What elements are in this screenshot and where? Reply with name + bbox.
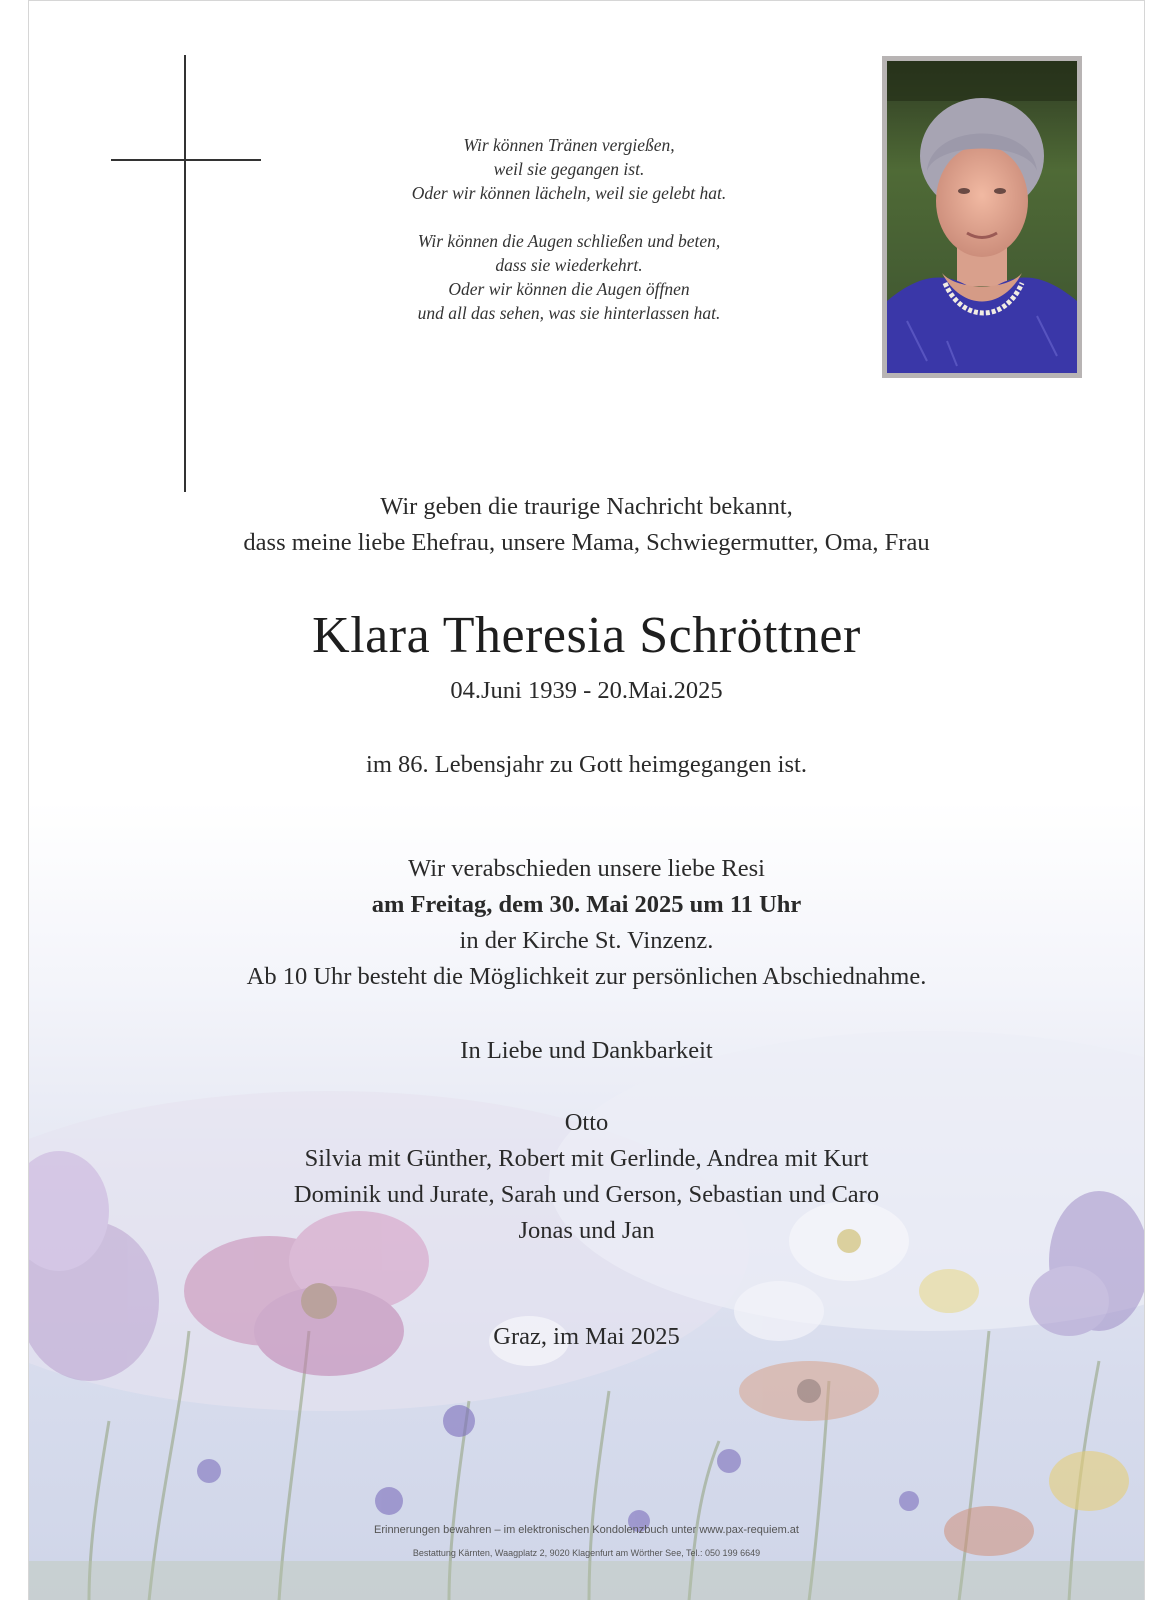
cross-horizontal-bar (111, 159, 261, 161)
poem-line: weil sie gegangen ist. (493, 159, 645, 179)
closing-line: In Liebe und Dankbarkeit (460, 1037, 713, 1064)
announcement-line: Wir geben die traurige Nachricht bekannt, (380, 493, 793, 520)
ceremony-date-time: am Freitag, dem 30. Mai 2025 um 11 Uhr (371, 891, 802, 918)
condolence-book-note: Erinnerungen bewahren – im elektronischen Kondolenzbuch unter www.pax-requiem.at (374, 1524, 799, 1536)
poem-line: Wir können die Augen schließen und beten, (417, 231, 721, 251)
poem-line: und all das sehen, was sie hinterlassen hat. (417, 303, 721, 323)
poem-line: dass sie wiederkehrt. (495, 255, 643, 275)
obituary-sheet (28, 0, 1145, 1600)
poem-line: Oder wir können lächeln, weil sie gelebt hat. (411, 183, 727, 203)
life-dates: 04.Juni 1939 - 20.Mai.2025 (450, 677, 723, 704)
ceremony-details (29, 851, 1144, 995)
family-line: Otto (564, 1109, 609, 1136)
family-list (29, 1105, 1144, 1249)
portrait-photo-frame (882, 56, 1082, 378)
announcement-line: dass meine liebe Ehefrau, unsere Mama, Schwiegermutter, Oma, Frau (243, 529, 930, 556)
deceased-name: Klara Theresia Schröttner (312, 607, 861, 664)
age-line: im 86. Lebensjahr zu Gott heimgegangen ist. (366, 751, 807, 778)
cross-vertical-bar (184, 55, 186, 492)
ceremony-location: in der Kirche St. Vinzenz. (459, 927, 714, 954)
memorial-poem (329, 133, 809, 325)
family-line: Jonas und Jan (518, 1217, 655, 1244)
portrait-photo (887, 61, 1077, 373)
poem-stanza-gap (329, 205, 809, 229)
ceremony-viewing-note: Ab 10 Uhr besteht die Möglichkeit zur persönlichen Abschiednahme. (246, 963, 927, 990)
poem-line: Oder wir können die Augen öffnen (448, 279, 690, 299)
announcement-intro (29, 489, 1144, 561)
place-date: Graz, im Mai 2025 (493, 1323, 680, 1350)
poem-line: Wir können Tränen vergießen, (463, 135, 675, 155)
family-line: Dominik und Jurate, Sarah und Gerson, Sebastian und Caro (293, 1181, 880, 1208)
funeral-home-address: Bestattung Kärnten, Waagplatz 2, 9020 Klagenfurt am Wörther See, Tel.: 050 199 6649 (412, 1548, 761, 1558)
family-line: Silvia mit Günther, Robert mit Gerlinde, Andrea mit Kurt (304, 1145, 869, 1172)
ceremony-line: Wir verabschieden unsere liebe Resi (408, 855, 765, 882)
